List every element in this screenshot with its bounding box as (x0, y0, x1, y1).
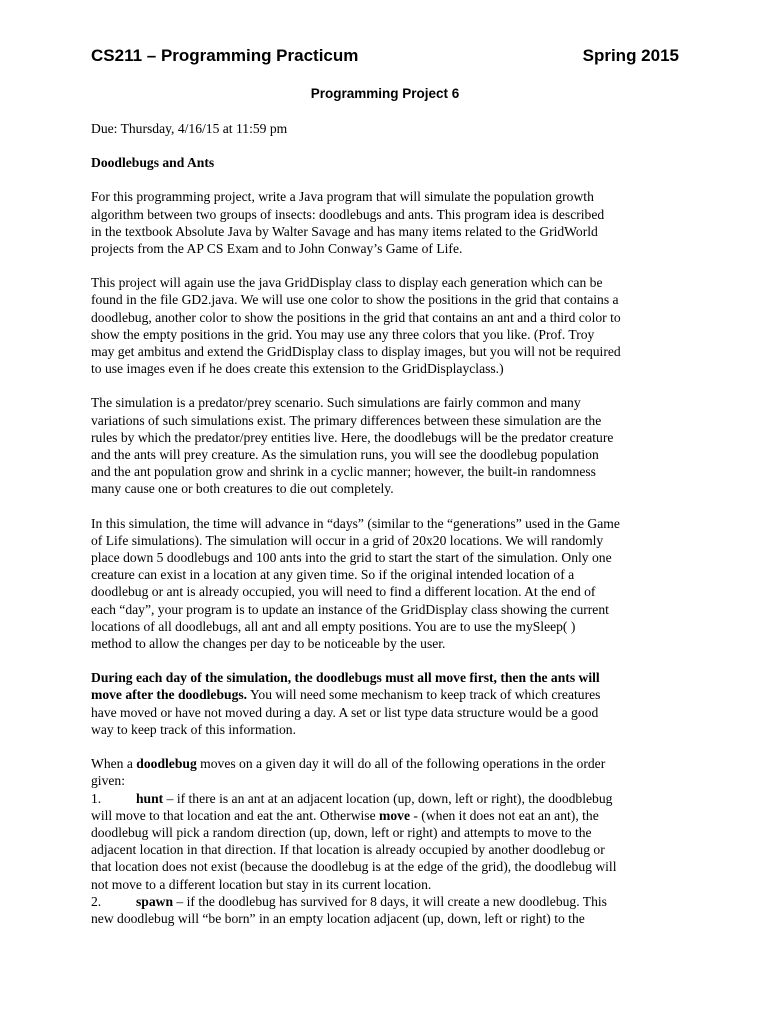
paragraph-intro (91, 188, 679, 257)
document-body (91, 120, 679, 927)
text-span: You will need some mechanism to keep track of which creatures (247, 687, 601, 703)
text-line: place down 5 doodlebugs and 100 ants into the grid to start the start of the simulation. Only one (91, 550, 612, 566)
text-line: creature can exist in a location at any given time. So if the original intended location of a (91, 567, 575, 583)
text-line: of Life simulations). The simulation will occur in a grid of 20x20 locations. We will randomly (91, 532, 604, 548)
text-line: For this programming project, write a Java program that will simulate the population growth (91, 189, 594, 205)
course-title: CS211 – Programming Practicum (91, 46, 359, 65)
text-span: – if the doodlebug has survived for 8 days, it will create a new doodlebug. This (173, 893, 607, 909)
bold-text: move after the doodlebugs. (91, 687, 248, 703)
text-line: In this simulation, the time will advance in “days” (similar to the “generations” used in the Game (91, 515, 620, 531)
bold-text: spawn (136, 893, 174, 909)
bold-text: move (379, 807, 410, 823)
text-line (91, 755, 679, 772)
paragraph-move-order (91, 669, 679, 738)
text-span: - (when it does not eat an ant), the (409, 807, 599, 823)
text-line (91, 686, 679, 703)
section-title: Doodlebugs and Ants (91, 155, 215, 171)
paragraph-doodlebug-rules (91, 755, 679, 927)
text-line: given: (91, 773, 125, 789)
list-number: 1. (91, 790, 102, 806)
text-span: will move to that location and eat the ant. Otherwise (91, 807, 380, 823)
paragraph-predator-prey (91, 394, 679, 497)
text-line: have moved or have not moved during a day. A set or list type data structure would be a good (91, 704, 599, 720)
text-line: each “day”, your program is to update an instance of the GridDisplay class showing the current (91, 601, 609, 617)
text-span: moves on a given day it will do all of the following operations in the order (196, 756, 606, 772)
text-line: may get ambitus and extend the GridDisplay class to display images, but you will not be required (91, 344, 621, 360)
due-date: Due: Thursday, 4/16/15 at 11:59 pm (91, 121, 288, 136)
text-line: rules by which the predator/prey entities live. Here, the doodlebugs will be the predator creature (91, 429, 614, 445)
text-line: new doodlebug will “be born” in an empty location adjacent (up, down, left or right) to the (91, 910, 585, 926)
bold-text-line: During each day of the simulation, the doodlebugs must all move first, then the ants will (91, 670, 600, 686)
text-line: doodlebug, another color to show the positions in the grid that contains an ant and a third color to (91, 309, 621, 325)
text-line: The simulation is a predator/prey scenario. Such simulations are fairly common and many (91, 395, 581, 411)
text-line: way to keep track of this information. (91, 721, 296, 737)
text-span: – if there is an ant at an adjacent location (up, down, left or right), the doodblebug (163, 790, 613, 806)
text-line: in the textbook Absolute Java by Walter Savage and has many items related to the GridWorld (91, 223, 598, 239)
text-line: not move to a different location but stay in its current location. (91, 876, 432, 892)
text-line: and the ants will prey creature. As the simulation runs, you will see the doodlebug population (91, 447, 599, 463)
bold-text: doodlebug (136, 756, 197, 772)
text-line: doodlebug or ant is already occupied, you will need to find a different location. At the end of (91, 584, 596, 600)
paragraph-griddisplay (91, 274, 679, 377)
text-line: found in the file GD2.java. We will use one color to show the positions in the grid that contains a (91, 292, 619, 308)
text-line: adjacent location in that direction. If that location is already occupied by another doodlebug or (91, 842, 605, 858)
project-title: Programming Project 6 (310, 86, 460, 101)
term-label: Spring 2015 (582, 46, 679, 65)
bold-text: hunt (136, 790, 164, 806)
text-line: method to allow the changes per day to be noticeable by the user. (91, 636, 446, 652)
text-line: doodlebug will pick a random direction (up, down, left or right) and attempts to move to the (91, 824, 592, 840)
paragraph-simulation-days (91, 515, 679, 653)
list-item-hunt (91, 790, 679, 807)
page-header (91, 46, 679, 72)
text-line: many cause one or both creatures to die out completely. (91, 481, 394, 497)
list-number: 2. (91, 893, 102, 909)
text-span: When a (91, 756, 137, 772)
text-line: variations of such simulations exist. The primary differences between these simulation are the (91, 412, 602, 428)
text-line: to use images even if he does create this extension to the GridDisplayclass.) (91, 361, 504, 377)
text-line: show the empty positions in the grid. You may use any three colors that you like. (Prof. Troy (91, 326, 595, 342)
text-line: and the ant population grow and shrink in a cyclic manner; however, the built-in randomness (91, 464, 596, 480)
text-line: projects from the AP CS Exam and to John Conway’s Game of Life. (91, 241, 463, 257)
text-line (91, 807, 679, 824)
text-line: algorithm between two groups of insects: doodlebugs and ants. This program idea is described (91, 206, 605, 222)
list-item-spawn (91, 893, 679, 910)
text-line: locations of all doodlebugs, all ant and all empty positions. You are to use the mySleep( ) (91, 618, 576, 634)
text-line: that location does not exist (because the doodlebug is at the edge of the grid), the doodlebug will (91, 859, 617, 875)
text-line: This project will again use the java GridDisplay class to display each generation which can be (91, 275, 603, 291)
